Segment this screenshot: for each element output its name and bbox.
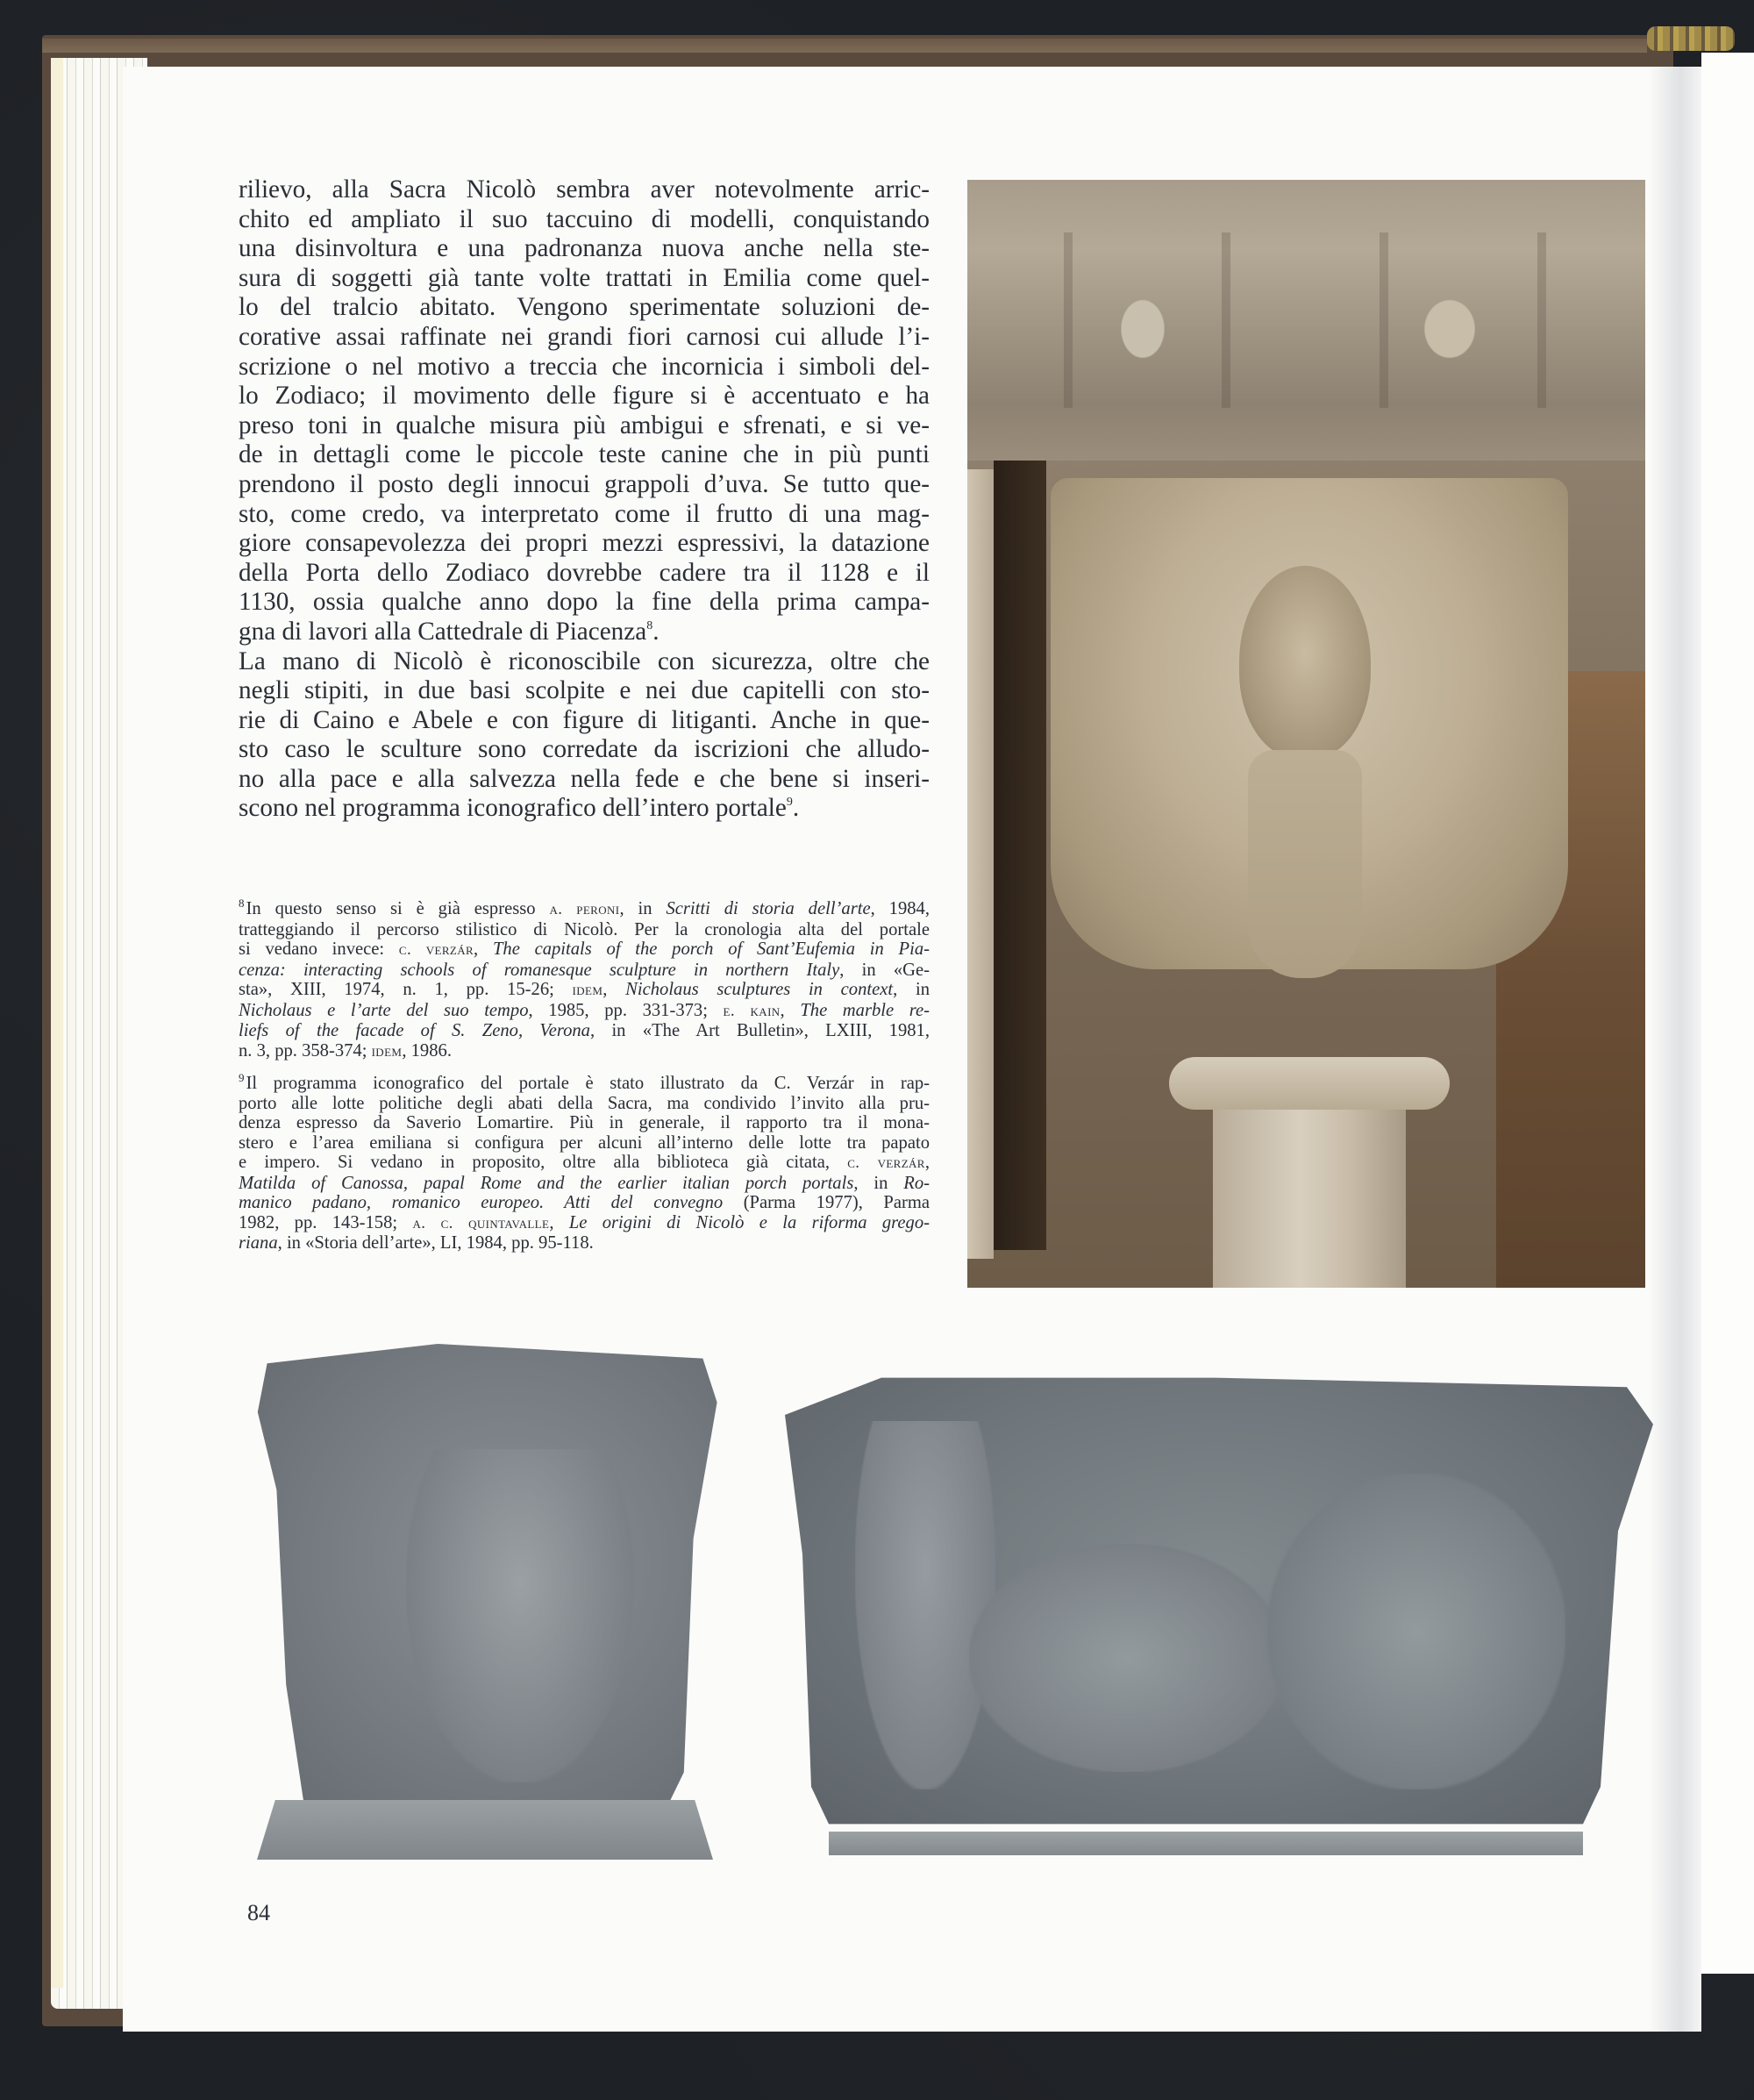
column-shaft	[1213, 1110, 1406, 1288]
figure-body	[1248, 750, 1362, 978]
book-cover-top-edge	[42, 39, 1647, 53]
body-line-text: scono nel programma iconografico dell’intero portale	[239, 794, 787, 823]
footnote-line	[239, 920, 930, 940]
body-line: rie di Caino e Abele e con figure di litiganti. Anche in que-	[239, 705, 930, 734]
body-line-with-footnote	[239, 794, 930, 824]
footnote-line	[239, 1094, 930, 1114]
body-line: giore consapevolezza dei propri mezzi espressivi, la datazione	[239, 529, 930, 558]
author-name: a. c. quintavalle	[412, 1213, 550, 1232]
body-line-with-footnote	[239, 618, 930, 647]
work-title: Nicholaus sculptures in context	[625, 980, 894, 999]
footnote-line	[239, 1213, 930, 1234]
body-line: prendono il posto degli innocui grappoli d’uva. Se tutto que-	[239, 469, 930, 498]
footnote-text: ,	[549, 1212, 569, 1232]
footnote-text: ,	[474, 939, 493, 959]
body-line: preso toni in qualche misura più ambigui e sfrenati, e si ve-	[239, 411, 930, 439]
body-line: chito ed ampliato il suo taccuino di modelli, conquistando	[239, 204, 930, 233]
footnote-text: ,	[924, 1153, 930, 1172]
body-line-text: gna di lavori alla Cattedrale di Piacenza	[239, 617, 647, 646]
body-line: de in dettagli come le piccole teste canine che in più punti	[239, 440, 930, 469]
footnote-text: stero e l’area emiliana si configura per alcuni all’interno delle lotte tra papato	[239, 1132, 930, 1153]
shadow-recess	[994, 461, 1046, 1250]
author-name: idem	[572, 981, 603, 999]
body-line: scrizione o nel motivo a treccia che incornicia i simboli del-	[239, 352, 930, 381]
work-title: riana	[239, 1233, 278, 1253]
footnote-text: , 1986.	[402, 1040, 452, 1061]
body-line: una disinvoltura e una padronanza nuova anche nella ste-	[239, 234, 930, 263]
footnote-line	[239, 1153, 930, 1174]
facing-page-edge	[1701, 53, 1754, 1974]
footnote-reference[interactable]: 9	[786, 796, 793, 810]
body-text	[239, 175, 930, 824]
body-line: corative assai raffinate nei grandi fiori carnosi cui allude l’i-	[239, 322, 930, 351]
footnote-text: ,	[780, 1000, 801, 1020]
footnote-line	[239, 1193, 930, 1213]
footnote-number: 9	[239, 1071, 245, 1084]
photo-color-capital	[967, 180, 1645, 1288]
footnote-text: In questo senso si è già espresso	[246, 899, 550, 918]
footnote-line	[239, 1071, 930, 1094]
body-line: lo Zodiaco; il movimento delle figure si è accentuato e ha	[239, 382, 930, 411]
footnote-line	[239, 1113, 930, 1133]
body-line: sto, come credo, va interpretato come il frutto di una mag-	[239, 499, 930, 528]
footnote-text: si vedano invece:	[239, 939, 399, 959]
footnote-text: Il programma iconografico del portale è stato illustrato da C. Verzár in rap-	[246, 1074, 930, 1093]
footnote-text: denza espresso da Saverio Lomartire. Più in generale, il rapporto tra il mona-	[239, 1113, 930, 1132]
work-title: manico padano, romanico europeo. Atti del convegno	[239, 1193, 724, 1212]
display-base	[829, 1832, 1583, 1855]
photo-bw-capital-crouching-figure	[248, 1344, 722, 1860]
frieze-interlace	[967, 232, 1645, 408]
author-name: a. peroni	[549, 900, 620, 918]
author-name: c. verzár	[398, 940, 474, 959]
page-number: 84	[247, 1900, 270, 1925]
footnote-line	[239, 1133, 930, 1154]
footnote-text: e impero. Si vedano in proposito, oltre alla biblioteca già citata,	[239, 1153, 848, 1172]
footnote-8	[239, 896, 930, 1061]
figure-head	[1239, 566, 1371, 759]
footnote-line	[239, 1233, 930, 1254]
work-title: Ro-	[903, 1173, 930, 1193]
footnote-line	[239, 896, 930, 920]
gutter-shadow	[1649, 67, 1701, 2032]
body-line: 1130, ossia qualche anno dopo la fine della prima campa-	[239, 588, 930, 617]
footnote-text: , in «Ge-	[839, 960, 930, 980]
footnote-text: , in	[893, 980, 930, 999]
body-line: rilievo, alla Sacra Nicolò sembra aver notevolmente arric-	[239, 175, 930, 204]
author-name: c. verzár	[847, 1154, 925, 1172]
relief-animal	[969, 1544, 1285, 1772]
photo-bw-capital-figures-animals	[776, 1368, 1653, 1855]
footnote-text: , in	[853, 1173, 904, 1193]
footnote-line	[239, 961, 930, 981]
body-line: no alla pace e alla salvezza nella fede e che bene si inseri-	[239, 764, 930, 793]
author-name: e. kain	[723, 1001, 781, 1020]
footnote-text: sta», XIII, 1974, n. 1, pp. 15-26;	[239, 980, 573, 999]
footnote-text: (Parma 1977), Parma	[723, 1193, 930, 1212]
work-title: The capitals of the porch of Sant’Eufemia in Pia-	[492, 939, 930, 959]
footnote-line	[239, 939, 930, 961]
footnote-line	[239, 1041, 930, 1062]
footnote-text: n. 3, pp. 358-374;	[239, 1040, 372, 1061]
footnote-text: , 1984,	[870, 899, 930, 918]
work-title: Nicholaus e l’arte del suo tempo	[239, 1000, 529, 1020]
adjacent-capital	[967, 469, 994, 1259]
footnote-text: porto alle lotte politiche degli abati della Sacra, ma condivido l’invito alla pru-	[239, 1093, 930, 1113]
relief-lion	[1267, 1474, 1565, 1789]
display-base	[257, 1800, 713, 1860]
period: .	[792, 794, 800, 823]
footnote-line	[239, 1001, 930, 1022]
footnote-text: tratteggiando il percorso stilistico di Nicolò. Per la cronologia alta del portale	[239, 919, 930, 939]
work-title: Le origini di Nicolò e la riforma grego-	[568, 1212, 930, 1232]
endpaper-edge	[51, 58, 63, 1988]
body-line: La mano di Nicolò è riconoscibile con sicurezza, oltre che	[239, 646, 930, 675]
footnote-text: , 1985, pp. 331-373;	[528, 1000, 724, 1020]
work-title: Matilda of Canossa, papal Rome and the earlier italian porch portals	[239, 1173, 854, 1193]
footnote-text: 1982, pp. 143-158;	[239, 1212, 413, 1232]
footnotes	[239, 896, 930, 1266]
period: .	[652, 617, 660, 646]
footnote-number: 8	[239, 896, 245, 910]
work-title: The marble re-	[800, 1000, 930, 1020]
work-title: liefs of the facade of S. Zeno, Verona	[239, 1021, 590, 1040]
body-line: negli stipiti, in due basi scolpite e nei due capitelli con sto-	[239, 676, 930, 705]
footnote-line	[239, 1174, 930, 1194]
footnote-9	[239, 1071, 930, 1254]
author-name: idem	[371, 1041, 403, 1061]
footnote-line	[239, 1021, 930, 1041]
work-title: cenza: interacting schools of romanesque sculpture in northern Italy	[239, 960, 840, 980]
body-line: sto caso le sculture sono corredate da iscrizioni che alludo-	[239, 735, 930, 764]
body-line: lo del tralcio abitato. Vengono sperimentate soluzioni de-	[239, 293, 930, 322]
footnote-reference[interactable]: 8	[646, 618, 653, 632]
footnote-text: , in «Storia dell’arte», LI, 1984, pp. 95-118.	[277, 1233, 594, 1253]
relief-figure	[406, 1449, 634, 1782]
column-astragal	[1169, 1057, 1450, 1110]
footnote-line	[239, 980, 930, 1001]
book-headband	[1647, 26, 1735, 51]
footnote-text: , in	[619, 899, 667, 918]
work-title: Scritti di storia dell’arte	[666, 899, 871, 918]
footnote-text: , in «The Art Bulletin», LXIII, 1981,	[589, 1021, 930, 1040]
footnote-text: ,	[602, 980, 626, 999]
body-line: della Porta dello Zodiaco dovrebbe cadere tra il 1128 e il	[239, 558, 930, 587]
body-line: sura di soggetti già tante volte trattati in Emilia come quel-	[239, 263, 930, 292]
